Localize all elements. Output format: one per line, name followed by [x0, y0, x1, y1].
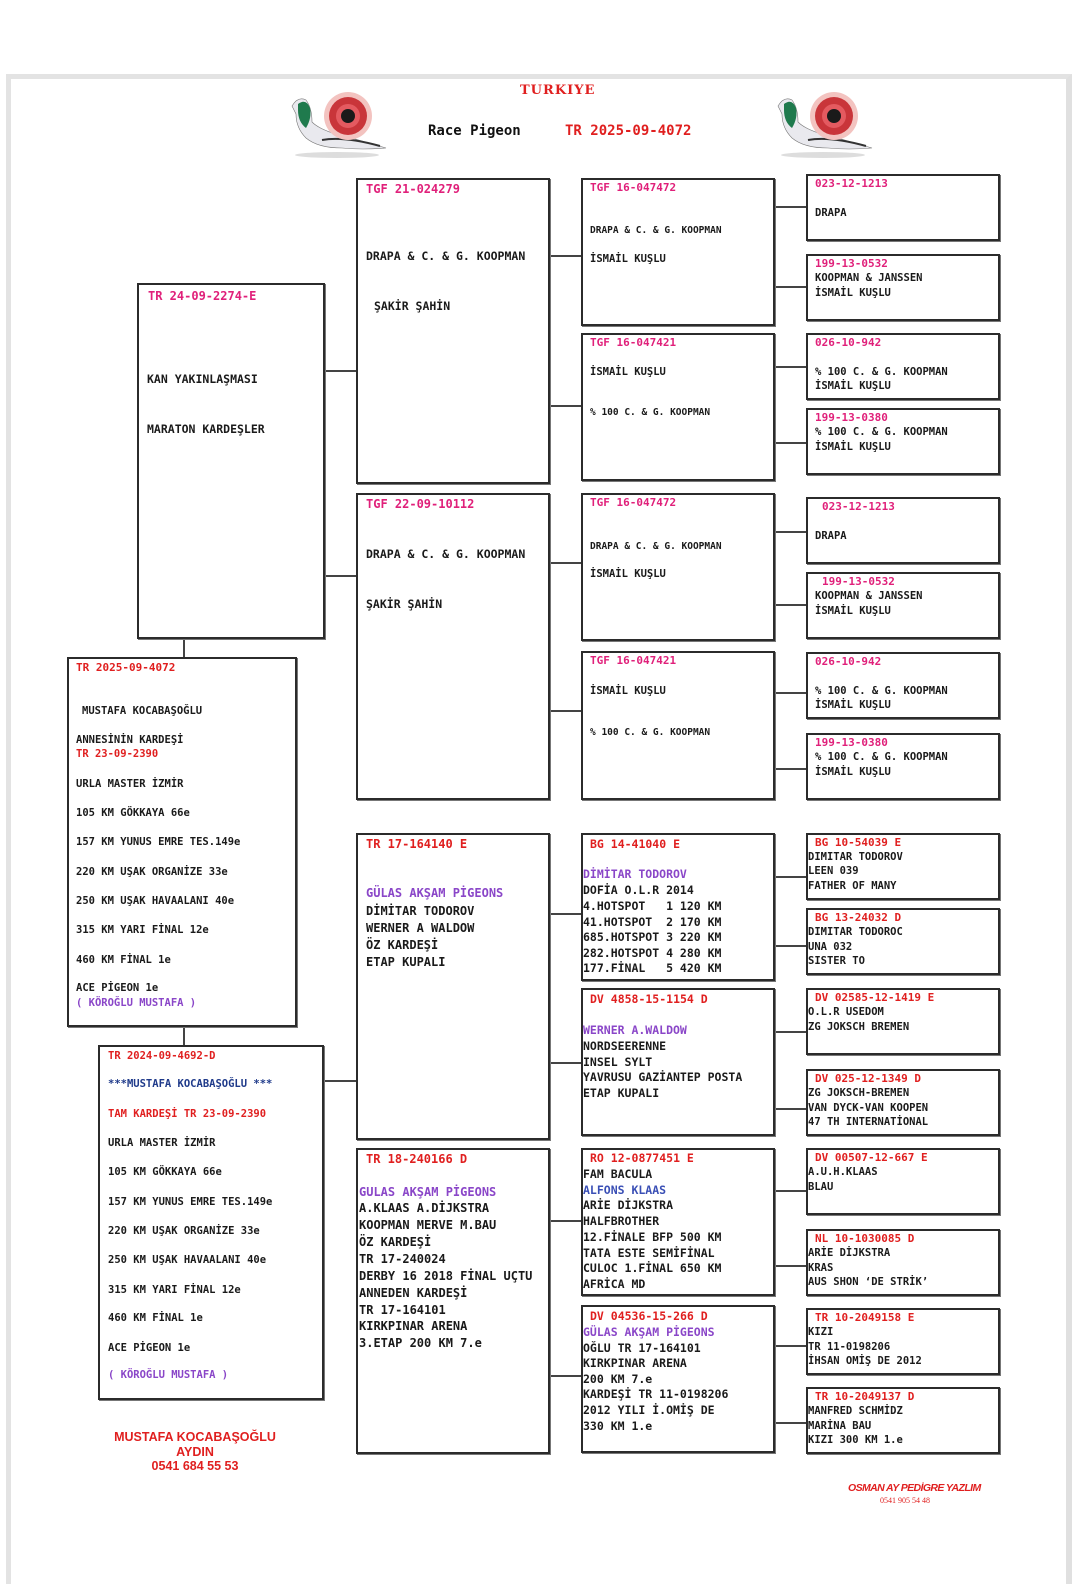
dam-result: 220 KM UŞAK ORGANİZE 33e — [108, 1225, 260, 1237]
connector-line — [773, 692, 807, 694]
dam-sibling: TAM KARDEŞİ TR 23-09-2390 — [108, 1108, 267, 1120]
dam-result: 460 KM FİNAL 1e — [108, 1312, 203, 1324]
gen4-line: LEEN 039 — [808, 865, 859, 877]
connector-line — [549, 710, 582, 712]
gen4-ring: 026-10-942 — [815, 655, 882, 668]
gen4-line: 47 TH INTERNATİONAL — [808, 1116, 929, 1128]
gen4-ring: BG 13-24032 D — [815, 911, 902, 924]
subject-sibling-ring: TR 23-09-2390 — [76, 748, 159, 760]
subject-result: 105 KM GÖKKAYA 66e — [76, 807, 190, 819]
dam-result: 250 KM UŞAK HAVAALANI 40e — [108, 1254, 267, 1266]
subject-result: 157 KM YUNUS EMRE TES.149e — [76, 836, 241, 848]
dam-card[interactable] — [98, 1045, 324, 1400]
software-phone: 0541 905 54 48 — [880, 1496, 930, 1505]
gen3-highlight: WERNER A.WALDOW — [583, 1023, 687, 1037]
subject-breeder: ( KÖROĞLU MUSTAFA ) — [76, 997, 197, 1009]
gen2-highlight: GULAS AKŞAM PİGEONS — [359, 1185, 497, 1199]
dam-breeder: ( KÖROĞLU MUSTAFA ) — [108, 1369, 229, 1381]
gen4-line: UNA 032 — [808, 941, 853, 953]
gen4-card[interactable] — [806, 408, 1000, 475]
gen3-line: INSEL SYLT — [583, 1055, 653, 1069]
gen2-line: DRAPA & C. & G. KOOPMAN — [366, 249, 526, 263]
subject-result: 220 KM UŞAK ORGANİZE 33e — [76, 866, 228, 878]
gen4-ring: 199-13-0532 — [815, 257, 888, 270]
gen3-line: OĞLU TR 17-164101 — [583, 1341, 701, 1355]
owner-phone: 0541 684 55 53 — [151, 1459, 239, 1473]
document-title: Race Pigeon — [428, 123, 521, 139]
gen2-line: DİMİTAR TODOROV — [366, 904, 475, 918]
gen2-line: TR 17-240024 — [359, 1252, 446, 1266]
gen4-ring: DV 02585-12-1419 E — [815, 991, 935, 1004]
gen2-line: KIRKPINAR ARENA — [359, 1319, 468, 1333]
gen3-line: 177.FİNAL 5 420 KM — [583, 961, 722, 975]
gen3-line: İSMAİL KUŞLU — [590, 685, 666, 697]
sire-card[interactable] — [137, 283, 325, 639]
gen2-ring: TGF 21-024279 — [366, 182, 460, 196]
gen2-line: DERBY 16 2018 FİNAL UÇTU — [359, 1269, 533, 1283]
gen4-line: KOOPMAN & JANSSEN — [815, 272, 923, 284]
gen4-line: DRAPA — [815, 207, 847, 219]
gen4-card[interactable] — [806, 908, 1000, 975]
gen3-line: YAVRUSU GAZİANTEP POSTA — [583, 1070, 743, 1084]
connector-line — [773, 876, 807, 878]
gen4-card[interactable] — [806, 572, 1000, 639]
gen4-line: VAN DYCK-VAN KOOPEN — [808, 1102, 929, 1114]
connector-line — [326, 575, 358, 577]
gen4-ring: BG 10-54039 E — [815, 836, 902, 849]
subject-result: 315 KM YARI FİNAL 12e — [76, 924, 209, 936]
gen2-line: TR 17-164101 — [359, 1303, 446, 1317]
connector-line — [183, 1026, 185, 1046]
gen4-ring: 199-13-0380 — [815, 736, 888, 749]
connector-line — [773, 1190, 807, 1192]
gen4-line: İSMAİL KUŞLU — [815, 287, 891, 299]
gen3-line: KIRKPINAR ARENA — [583, 1356, 687, 1370]
connector-line — [773, 1422, 807, 1424]
sire-line: KAN YAKINLAŞMASI — [147, 372, 258, 386]
gen3-line: HALFBROTHER — [583, 1214, 660, 1228]
country-title: TURKIYE — [520, 83, 596, 98]
gen2-card-ds[interactable] — [356, 833, 550, 1140]
gen4-line: ZG JOKSCH-BREMEN — [808, 1087, 910, 1099]
gen2-line: 3.ETAP 200 KM 7.e — [359, 1336, 482, 1350]
gen2-card-dd[interactable] — [356, 1148, 550, 1454]
gen4-card[interactable] — [806, 1148, 1000, 1215]
dam-result: ACE PİGEON 1e — [108, 1342, 191, 1354]
gen2-line: DRAPA & C. & G. KOOPMAN — [366, 547, 526, 561]
subject-result: URLA MASTER İZMİR — [76, 778, 184, 790]
dam-ring: TR 2024-09-4692-D — [108, 1050, 216, 1062]
gen4-card[interactable] — [806, 1387, 1000, 1454]
gen4-line: DRAPA — [815, 530, 847, 542]
connector-line — [549, 1062, 582, 1064]
gen2-ring: TR 17-164140 E — [366, 837, 468, 851]
pigeon-logo-left-icon — [282, 88, 392, 160]
connector-line — [773, 531, 807, 533]
dam-result: 105 KM GÖKKAYA 66e — [108, 1166, 222, 1178]
gen3-line: % 100 C. & G. KOOPMAN — [590, 407, 711, 418]
gen4-line: İSMAİL KUŞLU — [815, 605, 891, 617]
gen4-line: MARİNA BAU — [808, 1420, 872, 1432]
gen2-line: ETAP KUPALI — [366, 955, 446, 969]
gen3-card[interactable] — [581, 333, 775, 481]
gen3-line: KARDEŞİ TR 11-0198206 — [583, 1387, 729, 1401]
gen3-line: 4.HOTSPOT 1 120 KM — [583, 899, 722, 913]
gen2-card-ss[interactable] — [356, 178, 550, 484]
gen4-card[interactable] — [806, 988, 1000, 1055]
subject-note: ANNESİNİN KARDEŞİ — [76, 734, 184, 746]
connector-line — [773, 945, 807, 947]
gen3-line: 41.HOTSPOT 2 170 KM — [583, 915, 722, 929]
gen4-line: KRAS — [808, 1262, 834, 1274]
gen4-card[interactable] — [806, 733, 1000, 800]
gen3-line: 200 KM 7.e — [583, 1372, 653, 1386]
gen4-line: TR 11-0198206 — [808, 1341, 891, 1353]
gen4-line: DIMITAR TODOROV — [808, 851, 903, 863]
gen4-card[interactable] — [806, 333, 1000, 400]
gen4-ring: 199-13-0532 — [822, 575, 895, 588]
subject-ring: TR 2025-09-4072 — [76, 661, 176, 674]
gen3-line: NORDSEERENNE — [583, 1039, 667, 1053]
gen4-line: % 100 C. & G. KOOPMAN — [815, 751, 948, 763]
gen3-line: ETAP KUPALI — [583, 1086, 660, 1100]
connector-line — [773, 442, 807, 444]
gen3-line: 2012 YILI İ.OMİŞ DE — [583, 1403, 715, 1417]
gen4-card[interactable] — [806, 652, 1000, 719]
gen3-highlight: GÜLAS AKŞAM PİGEONS — [583, 1325, 715, 1339]
gen2-line: KOOPMAN MERVE M.BAU — [359, 1218, 497, 1232]
gen3-ring: DV 04536-15-266 D — [590, 1309, 708, 1323]
gen3-highlight: DİMİTAR TODOROV — [583, 867, 687, 881]
dam-owner: ***MUSTAFA KOCABAŞOĞLU *** — [108, 1078, 273, 1090]
gen3-line: FAM BACULA — [583, 1167, 653, 1181]
gen2-line: ŞAKİR ŞAHİN — [374, 299, 451, 313]
owner-contact — [100, 1430, 290, 1474]
gen4-line: SISTER TO — [808, 955, 865, 967]
gen4-ring: TR 10-2049137 D — [815, 1390, 915, 1403]
gen4-line: % 100 C. & G. KOOPMAN — [815, 685, 948, 697]
gen3-card[interactable] — [581, 1148, 775, 1296]
gen2-ring: TR 18-240166 D — [366, 1152, 468, 1166]
connector-line — [549, 1220, 582, 1222]
connector-line — [324, 370, 358, 372]
gen3-ring: TGF 16-047421 — [590, 336, 677, 349]
gen2-line: ÖZ KARDEŞİ — [359, 1235, 432, 1249]
gen2-line: ÖZ KARDEŞİ — [366, 938, 439, 952]
sire-line: MARATON KARDEŞLER — [147, 422, 265, 436]
gen3-line: DRAPA & C. & G. KOOPMAN — [590, 225, 722, 236]
connector-line — [324, 1080, 358, 1082]
dam-result: 157 KM YUNUS EMRE TES.149e — [108, 1196, 273, 1208]
gen3-line: 330 KM 1.e — [583, 1419, 653, 1433]
gen3-line: 282.HOTSPOT 4 280 KM — [583, 946, 722, 960]
gen3-card[interactable] — [581, 1305, 775, 1453]
gen4-line: İSMAİL KUŞLU — [815, 699, 891, 711]
gen2-line: A.KLAAS A.DİJKSTRA — [359, 1201, 490, 1215]
gen4-line: MANFRED SCHMİDZ — [808, 1405, 903, 1417]
gen4-line: % 100 C. & G. KOOPMAN — [815, 426, 948, 438]
gen2-ring: TGF 22-09-10112 — [366, 497, 475, 511]
gen4-line: KIZI 300 KM 1.e — [808, 1434, 903, 1446]
gen4-line: ZG JOKSCH BREMEN — [808, 1021, 910, 1033]
connector-line — [773, 604, 807, 606]
connector-line — [549, 405, 582, 407]
gen4-ring: DV 025-12-1349 D — [815, 1072, 921, 1085]
dam-result: 315 KM YARI FİNAL 12e — [108, 1284, 241, 1296]
subject-result: 250 KM UŞAK HAVAALANI 40e — [76, 895, 235, 907]
gen4-line: FATHER OF MANY — [808, 880, 897, 892]
connector-line — [183, 638, 185, 658]
gen4-card[interactable] — [806, 1229, 1000, 1296]
connector-line — [549, 562, 582, 564]
gen4-line: A.U.H.KLAAS — [808, 1166, 878, 1178]
gen4-line: O.L.R USEDOM — [808, 1006, 884, 1018]
gen3-line: AFRİCA MD — [583, 1277, 646, 1291]
gen3-line: 685.HOTSPOT 3 220 KM — [583, 930, 722, 944]
subject-card[interactable] — [67, 657, 297, 1027]
gen3-line: 12.FİNALE BFP 500 KM — [583, 1230, 722, 1244]
gen4-ring: 026-10-942 — [815, 336, 882, 349]
gen3-line: CULOC 1.FİNAL 650 KM — [583, 1261, 722, 1275]
sire-ring: TR 24-09-2274-E — [148, 289, 257, 303]
subject-result: ACE PİGEON 1e — [76, 982, 159, 994]
gen3-line: İSMAİL KUŞLU — [590, 366, 666, 378]
gen3-line: İSMAİL KUŞLU — [590, 568, 666, 580]
gen4-card[interactable] — [806, 833, 1000, 900]
gen4-card[interactable] — [806, 174, 1000, 241]
gen3-line: ARİE DİJKSTRA — [583, 1198, 674, 1212]
gen3-line: DRAPA & C. & G. KOOPMAN — [590, 541, 722, 552]
gen4-line: İSMAİL KUŞLU — [815, 766, 891, 778]
gen4-line: ARİE DİJKSTRA — [808, 1247, 891, 1259]
gen3-line: DOFİA O.L.R 2014 — [583, 883, 694, 897]
gen3-card[interactable] — [581, 493, 775, 641]
connector-line — [773, 768, 807, 770]
connector-line — [773, 206, 807, 208]
gen2-highlight: GÜLAS AKŞAM PİGEONS — [366, 886, 504, 900]
owner-city: AYDIN — [176, 1444, 214, 1459]
gen3-line: TATA ESTE SEMİFİNAL — [583, 1246, 715, 1260]
gen3-ring: RO 12-0877451 E — [590, 1151, 694, 1165]
connector-line — [549, 255, 582, 257]
connector-line — [773, 366, 807, 368]
software-credit: OSMAN AY PEDİGRE YAZLIM — [848, 1482, 981, 1494]
gen3-highlight: ALFONS KLAAS — [583, 1183, 667, 1197]
gen3-card[interactable] — [581, 651, 775, 800]
gen4-card[interactable] — [806, 1069, 1000, 1136]
gen4-line: İSMAİL KUŞLU — [815, 441, 891, 453]
connector-line — [773, 286, 807, 288]
connector-line — [773, 1265, 807, 1267]
subject-owner: MUSTAFA KOCABAŞOĞLU — [82, 705, 203, 717]
pigeon-logo-right-icon — [768, 88, 878, 160]
gen4-ring: NL 10-1030085 D — [815, 1232, 915, 1245]
gen4-line: KIZI — [808, 1326, 834, 1338]
gen2-card-sd[interactable] — [356, 493, 550, 800]
gen3-ring: DV 4858-15-1154 D — [590, 992, 708, 1006]
gen4-line: DIMITAR TODOROC — [808, 926, 903, 938]
gen4-line: KOOPMAN & JANSSEN — [815, 590, 923, 602]
gen4-card[interactable] — [806, 497, 1000, 564]
connector-line — [773, 1031, 807, 1033]
gen2-line: WERNER A WALDOW — [366, 921, 475, 935]
gen3-ring: TGF 16-047472 — [590, 496, 677, 509]
gen3-card[interactable] — [581, 988, 775, 1136]
gen4-ring: 023-12-1213 — [822, 500, 895, 513]
gen4-card[interactable] — [806, 1308, 1000, 1375]
gen4-line: % 100 C. & G. KOOPMAN — [815, 366, 948, 378]
gen2-line: ŞAKİR ŞAHİN — [366, 597, 443, 611]
gen4-line: İHSAN OMİŞ DE 2012 — [808, 1355, 922, 1367]
gen3-ring: TGF 16-047472 — [590, 181, 677, 194]
subject-result: 460 KM FİNAL 1e — [76, 954, 171, 966]
connector-line — [549, 913, 582, 915]
gen3-card[interactable] — [581, 833, 775, 981]
connector-line — [773, 1108, 807, 1110]
gen4-ring: 023-12-1213 — [815, 177, 888, 190]
subject-ring-number: TR 2025-09-4072 — [565, 123, 692, 139]
gen2-line: ANNEDEN KARDEŞİ — [359, 1286, 468, 1300]
connector-line — [549, 1375, 582, 1377]
dam-result: URLA MASTER İZMİR — [108, 1137, 216, 1149]
gen4-line: BLAU — [808, 1181, 834, 1193]
gen4-line: İSMAİL KUŞLU — [815, 380, 891, 392]
gen4-card[interactable] — [806, 254, 1000, 321]
gen4-ring: DV 00507-12-667 E — [815, 1151, 928, 1164]
connector-line — [773, 1345, 807, 1347]
gen3-ring: BG 14-41040 E — [590, 837, 681, 851]
gen4-ring: TR 10-2049158 E — [815, 1311, 915, 1324]
owner-name: MUSTAFA KOCABAŞOĞLU — [114, 1430, 276, 1444]
gen3-card[interactable] — [581, 178, 775, 326]
gen3-line: % 100 C. & G. KOOPMAN — [590, 727, 711, 738]
gen3-ring: TGF 16-047421 — [590, 654, 677, 667]
gen4-ring: 199-13-0380 — [815, 411, 888, 424]
gen4-line: AUS SHON ‘DE STRİK’ — [808, 1276, 929, 1288]
gen3-line: İSMAİL KUŞLU — [590, 253, 666, 265]
